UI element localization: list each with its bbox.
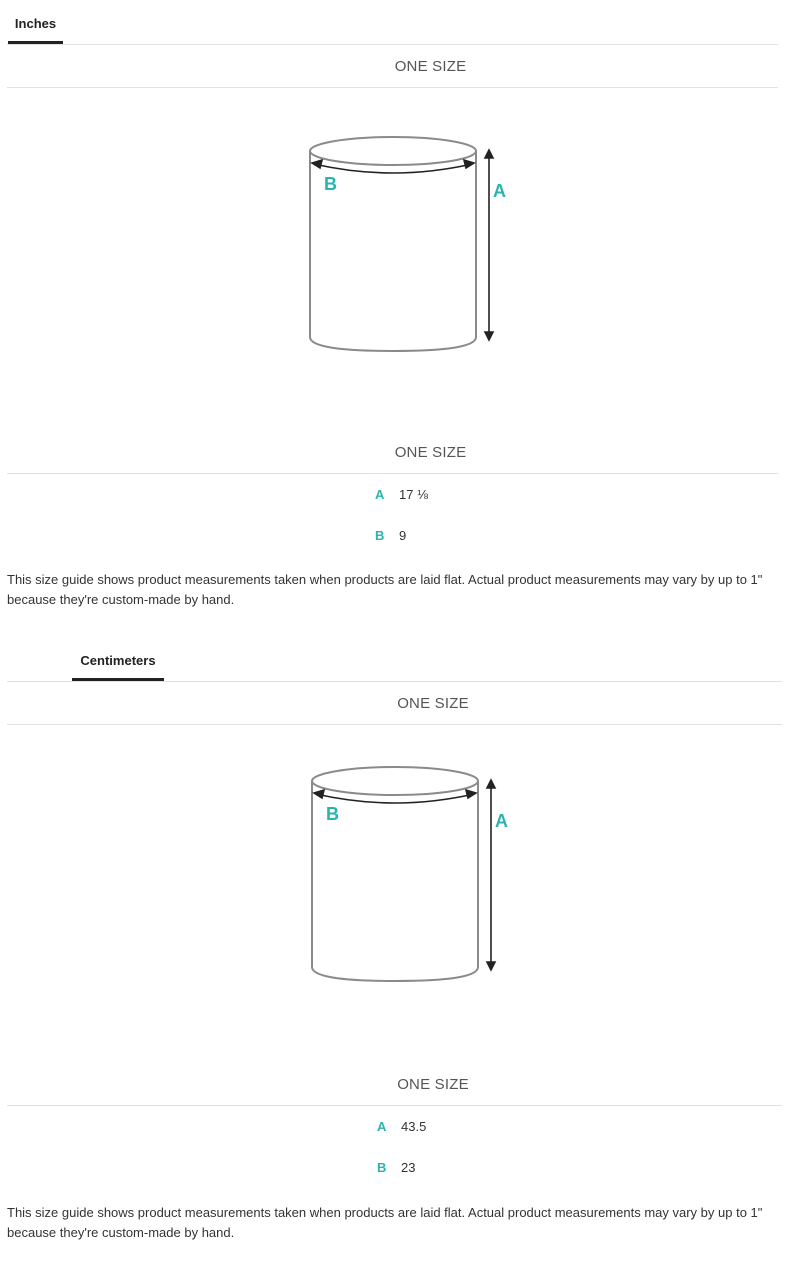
arrow-a	[485, 150, 493, 340]
table-header-divider	[7, 473, 778, 474]
measurement-key: A	[377, 1119, 387, 1134]
size-header-divider	[7, 724, 782, 725]
measurement-value: 9	[399, 528, 407, 543]
measurement-row-a	[377, 1119, 426, 1134]
centimeters-section	[0, 632, 794, 1268]
measurement-key: A	[375, 487, 385, 502]
tab-centimeters[interactable]: Centimeters	[80, 653, 156, 668]
tab-divider	[7, 44, 778, 45]
size-header: ONE SIZE	[397, 695, 469, 712]
table-header: ONE SIZE	[397, 1076, 469, 1093]
table-header: ONE SIZE	[394, 444, 467, 461]
measurement-value: 23	[401, 1160, 416, 1175]
measurement-row-a	[375, 487, 428, 502]
measurement-value: 43.5	[401, 1119, 427, 1134]
size-guide-note: This size guide shows product measurements taken when products are laid flat. Actual product measurements may vary by up to 1" because they're custom-made by hand.	[7, 1205, 763, 1240]
diagram-label-b: B	[326, 804, 339, 824]
measurement-key: B	[377, 1160, 387, 1175]
measurement-row-b	[375, 528, 406, 543]
diagram-label-a: A	[495, 811, 508, 831]
inches-section	[0, 0, 794, 632]
cylinder-outline	[312, 767, 478, 981]
measurement-row-b	[377, 1160, 415, 1175]
cylinder-diagram	[300, 130, 520, 360]
table-header-divider	[7, 1105, 782, 1106]
diagram-label-a: A	[493, 181, 506, 201]
arrow-a	[487, 780, 495, 970]
cylinder-diagram	[302, 760, 522, 990]
tab-inches[interactable]: Inches	[14, 16, 57, 31]
diagram-label-b: B	[324, 174, 337, 194]
measurement-value: 17 ⅛	[399, 487, 428, 502]
size-header-divider	[7, 87, 778, 88]
measurement-key: B	[375, 528, 385, 543]
size-header: ONE SIZE	[394, 58, 467, 75]
size-guide-note: This size guide shows product measurements taken when products are laid flat. Actual product measurements may vary by up to 1" because they're custom-made by hand.	[7, 572, 763, 607]
tab-divider	[7, 681, 782, 682]
cylinder-outline	[310, 137, 476, 351]
